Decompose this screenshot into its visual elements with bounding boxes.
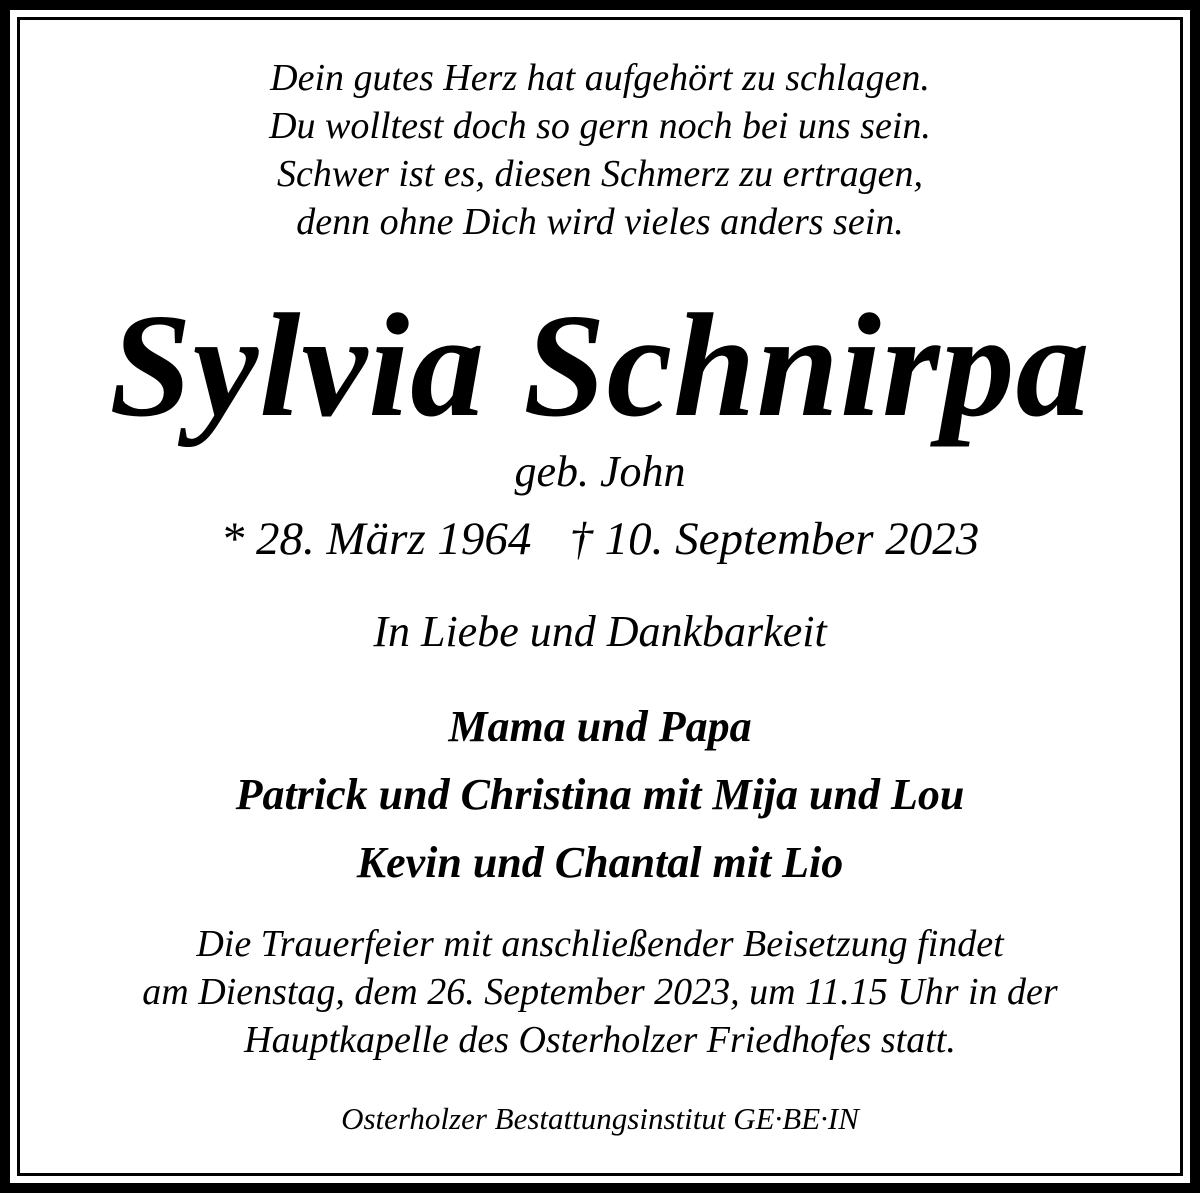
- service-line-3: Hauptkapelle des Osterholzer Friedhofes statt.: [244, 1019, 956, 1061]
- poem-line-2: Du wolltest doch so gern noch bei uns sein.: [269, 105, 931, 147]
- maiden-name: geb. John: [514, 447, 686, 496]
- service-line-2: am Dienstag, dem 26. September 2023, um 11.15 Uhr in der: [142, 971, 1058, 1013]
- dedication: In Liebe und Dankbarkeit: [373, 607, 827, 656]
- service-line-1: Die Trauerfeier mit anschließender Beisetzung findet: [196, 923, 1004, 965]
- poem-line-4: denn ohne Dich wird vieles anders sein.: [296, 201, 904, 243]
- life-dates: [0, 511, 1200, 567]
- deceased-name: Sylvia Schnirpa: [109, 284, 1091, 448]
- mourner-line-1: Mama und Papa: [448, 702, 752, 751]
- mourner-line-3: Kevin und Chantal mit Lio: [356, 838, 844, 887]
- death-date: † 10. September 2023: [569, 513, 980, 565]
- funeral-home: Osterholzer Bestattungsinstitut GE·BE·IN: [341, 1101, 859, 1136]
- mourner-line-2: Patrick und Christina mit Mija und Lou: [235, 770, 965, 819]
- poem-line-3: Schwer ist es, diesen Schmerz zu ertragen,: [277, 153, 923, 195]
- birth-date: * 28. März 1964: [220, 513, 532, 565]
- poem-line-1: Dein gutes Herz hat aufgehört zu schlagen.: [270, 57, 930, 99]
